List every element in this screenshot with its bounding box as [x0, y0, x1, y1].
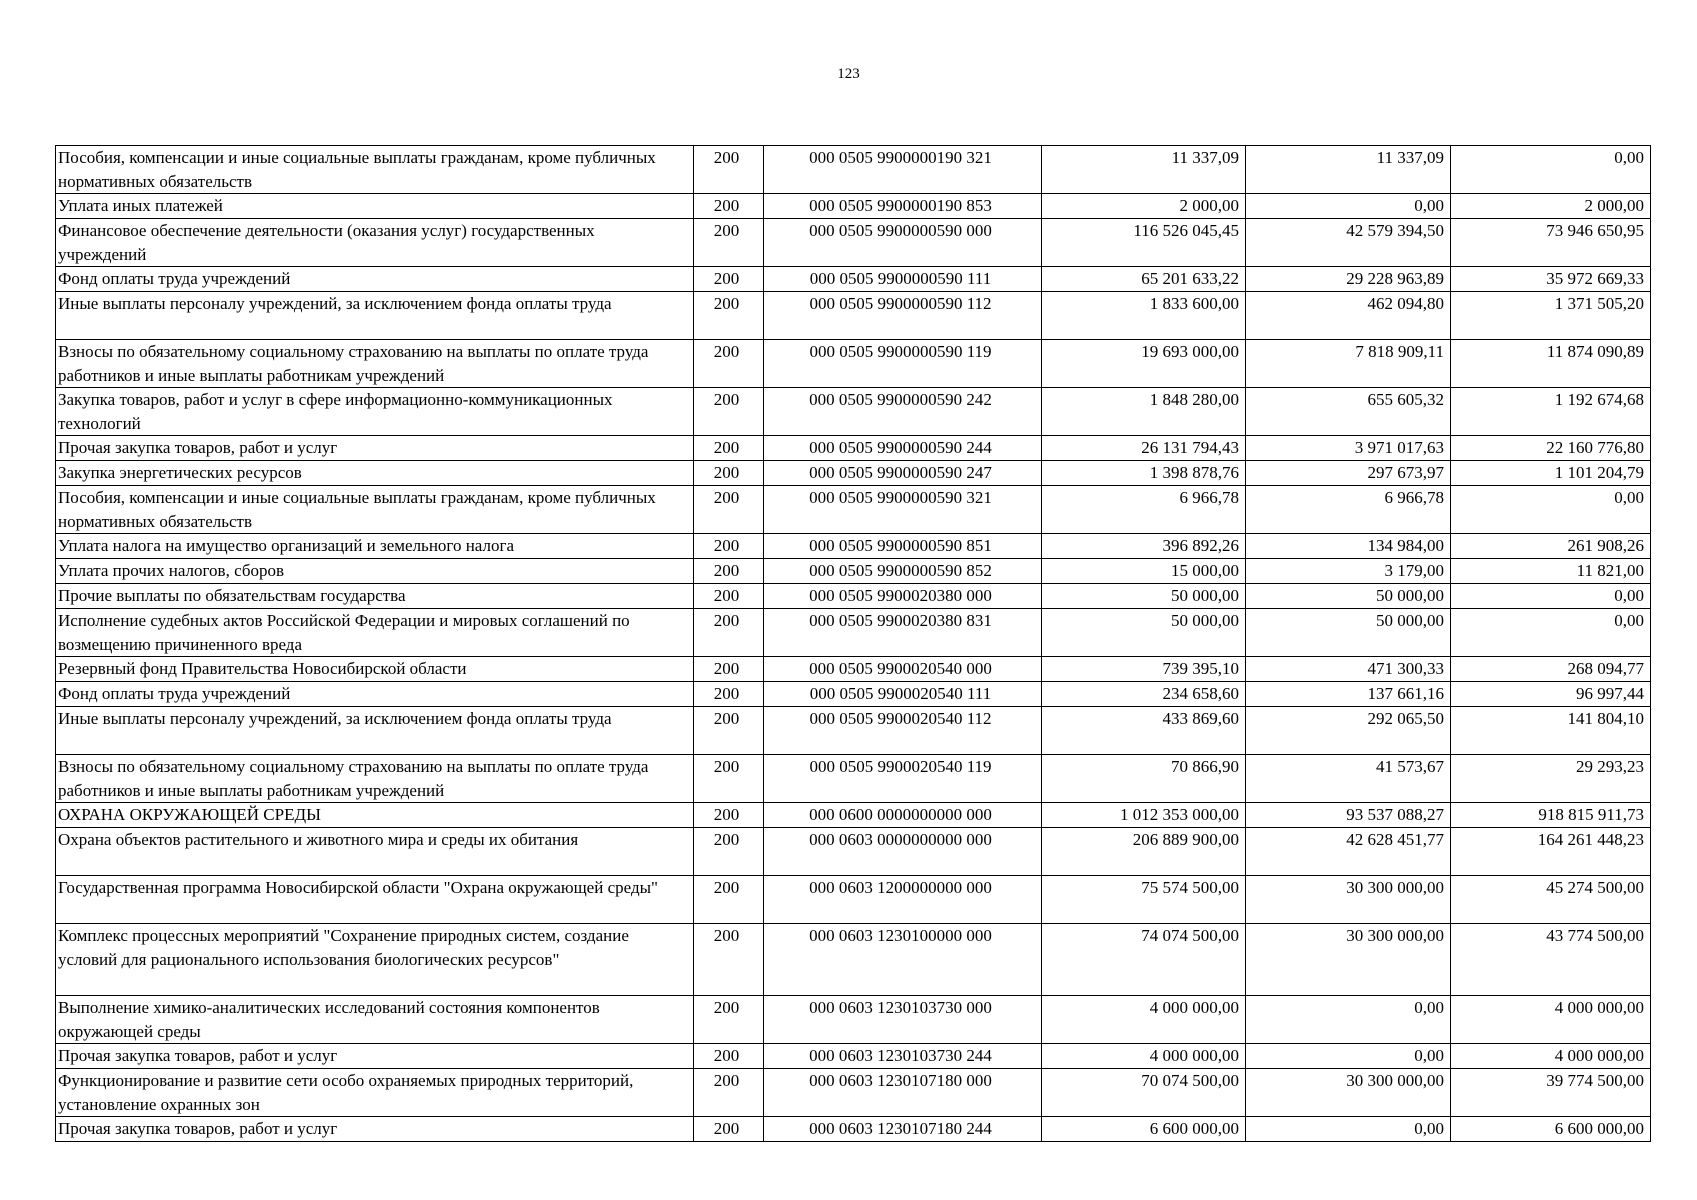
- row-line-code: 200: [694, 803, 764, 828]
- row-budget-classification-code: 000 0505 9900000590 244: [764, 436, 1042, 461]
- row-executed-amount: 297 673,97: [1246, 461, 1451, 486]
- row-approved-amount: 11 337,09: [1042, 146, 1246, 194]
- row-unexecuted-amount: 43 774 500,00: [1451, 924, 1651, 996]
- row-unexecuted-amount: 73 946 650,95: [1451, 219, 1651, 267]
- row-description: Исполнение судебных актов Российской Федерации и мировых соглашений по возмещению причиненного вреда: [56, 609, 694, 657]
- row-executed-amount: 0,00: [1246, 1117, 1451, 1142]
- row-line-code: 200: [694, 1044, 764, 1069]
- row-executed-amount: 0,00: [1246, 1044, 1451, 1069]
- row-approved-amount: 1 398 878,76: [1042, 461, 1246, 486]
- page-number: 123: [837, 66, 860, 82]
- table-row: [56, 996, 1651, 1044]
- row-line-code: 200: [694, 534, 764, 559]
- row-description: Закупка энергетических ресурсов: [56, 461, 694, 486]
- row-description: Функционирование и развитие сети особо охраняемых природных территорий, установление охранных зон: [56, 1069, 694, 1117]
- row-description: Прочая закупка товаров, работ и услуг: [56, 436, 694, 461]
- row-executed-amount: 137 661,16: [1246, 682, 1451, 707]
- row-budget-classification-code: 000 0505 9900000590 119: [764, 340, 1042, 388]
- row-unexecuted-amount: 35 972 669,33: [1451, 267, 1651, 292]
- row-line-code: 200: [694, 707, 764, 755]
- row-line-code: 200: [694, 194, 764, 219]
- row-unexecuted-amount: 164 261 448,23: [1451, 828, 1651, 876]
- table-row: [56, 803, 1651, 828]
- row-budget-classification-code: 000 0603 1200000000 000: [764, 876, 1042, 924]
- row-description: Прочая закупка товаров, работ и услуг: [56, 1117, 694, 1142]
- budget-execution-table: [55, 145, 1651, 1142]
- row-unexecuted-amount: 918 815 911,73: [1451, 803, 1651, 828]
- row-executed-amount: 50 000,00: [1246, 584, 1451, 609]
- row-approved-amount: 4 000 000,00: [1042, 1044, 1246, 1069]
- row-unexecuted-amount: 22 160 776,80: [1451, 436, 1651, 461]
- table-row: [56, 1117, 1651, 1142]
- row-line-code: 200: [694, 559, 764, 584]
- row-executed-amount: 655 605,32: [1246, 388, 1451, 436]
- row-budget-classification-code: 000 0505 9900020540 111: [764, 682, 1042, 707]
- row-description: Иные выплаты персоналу учреждений, за исключением фонда оплаты труда: [56, 707, 694, 755]
- row-budget-classification-code: 000 0505 9900000590 111: [764, 267, 1042, 292]
- row-budget-classification-code: 000 0505 9900000590 247: [764, 461, 1042, 486]
- row-budget-classification-code: 000 0603 1230103730 244: [764, 1044, 1042, 1069]
- row-unexecuted-amount: 0,00: [1451, 609, 1651, 657]
- row-description: Фонд оплаты труда учреждений: [56, 267, 694, 292]
- row-approved-amount: 396 892,26: [1042, 534, 1246, 559]
- row-approved-amount: 2 000,00: [1042, 194, 1246, 219]
- row-unexecuted-amount: 45 274 500,00: [1451, 876, 1651, 924]
- row-budget-classification-code: 000 0505 9900000590 852: [764, 559, 1042, 584]
- row-budget-classification-code: 000 0505 9900000190 321: [764, 146, 1042, 194]
- row-approved-amount: 19 693 000,00: [1042, 340, 1246, 388]
- row-line-code: 200: [694, 755, 764, 803]
- row-budget-classification-code: 000 0505 9900000590 851: [764, 534, 1042, 559]
- table-row: [56, 657, 1651, 682]
- row-description: Пособия, компенсации и иные социальные выплаты гражданам, кроме публичных нормативных обязательств: [56, 146, 694, 194]
- row-description: Фонд оплаты труда учреждений: [56, 682, 694, 707]
- row-line-code: 200: [694, 267, 764, 292]
- row-approved-amount: 739 395,10: [1042, 657, 1246, 682]
- row-line-code: 200: [694, 340, 764, 388]
- row-executed-amount: 93 537 088,27: [1246, 803, 1451, 828]
- row-approved-amount: 1 848 280,00: [1042, 388, 1246, 436]
- row-description: Государственная программа Новосибирской области "Охрана окружающей среды": [56, 876, 694, 924]
- row-budget-classification-code: 000 0505 9900020380 831: [764, 609, 1042, 657]
- row-approved-amount: 65 201 633,22: [1042, 267, 1246, 292]
- row-budget-classification-code: 000 0505 9900000590 242: [764, 388, 1042, 436]
- row-line-code: 200: [694, 828, 764, 876]
- row-line-code: 200: [694, 1069, 764, 1117]
- row-budget-classification-code: 000 0603 1230100000 000: [764, 924, 1042, 996]
- row-unexecuted-amount: 39 774 500,00: [1451, 1069, 1651, 1117]
- row-budget-classification-code: 000 0603 1230107180 000: [764, 1069, 1042, 1117]
- table-row: [56, 219, 1651, 267]
- row-executed-amount: 3 971 017,63: [1246, 436, 1451, 461]
- table-row: [56, 876, 1651, 924]
- row-description: Выполнение химико-аналитических исследований состояния компонентов окружающей среды: [56, 996, 694, 1044]
- row-line-code: 200: [694, 219, 764, 267]
- row-unexecuted-amount: 1 371 505,20: [1451, 292, 1651, 340]
- row-executed-amount: 134 984,00: [1246, 534, 1451, 559]
- row-approved-amount: 4 000 000,00: [1042, 996, 1246, 1044]
- table-row: [56, 609, 1651, 657]
- row-budget-classification-code: 000 0603 0000000000 000: [764, 828, 1042, 876]
- table-row: [56, 388, 1651, 436]
- row-executed-amount: 50 000,00: [1246, 609, 1451, 657]
- row-approved-amount: 234 658,60: [1042, 682, 1246, 707]
- row-line-code: 200: [694, 657, 764, 682]
- row-line-code: 200: [694, 996, 764, 1044]
- row-executed-amount: 462 094,80: [1246, 292, 1451, 340]
- row-executed-amount: 6 966,78: [1246, 486, 1451, 534]
- row-executed-amount: 3 179,00: [1246, 559, 1451, 584]
- table-row: [56, 340, 1651, 388]
- row-executed-amount: 41 573,67: [1246, 755, 1451, 803]
- row-description: Уплата иных платежей: [56, 194, 694, 219]
- table-row: [56, 584, 1651, 609]
- row-budget-classification-code: 000 0505 9900000590 000: [764, 219, 1042, 267]
- row-unexecuted-amount: 6 600 000,00: [1451, 1117, 1651, 1142]
- row-description: Резервный фонд Правительства Новосибирской области: [56, 657, 694, 682]
- table-row: [56, 486, 1651, 534]
- row-executed-amount: 30 300 000,00: [1246, 924, 1451, 996]
- row-unexecuted-amount: 1 192 674,68: [1451, 388, 1651, 436]
- table-row: [56, 194, 1651, 219]
- row-unexecuted-amount: 4 000 000,00: [1451, 1044, 1651, 1069]
- row-description: Прочая закупка товаров, работ и услуг: [56, 1044, 694, 1069]
- row-approved-amount: 1 012 353 000,00: [1042, 803, 1246, 828]
- table-row: [56, 924, 1651, 996]
- row-approved-amount: 75 574 500,00: [1042, 876, 1246, 924]
- row-budget-classification-code: 000 0600 0000000000 000: [764, 803, 1042, 828]
- row-approved-amount: 70 866,90: [1042, 755, 1246, 803]
- row-budget-classification-code: 000 0603 1230103730 000: [764, 996, 1042, 1044]
- row-description: Финансовое обеспечение деятельности (оказания услуг) государственных учреждений: [56, 219, 694, 267]
- row-unexecuted-amount: 1 101 204,79: [1451, 461, 1651, 486]
- row-unexecuted-amount: 261 908,26: [1451, 534, 1651, 559]
- row-approved-amount: 50 000,00: [1042, 609, 1246, 657]
- row-budget-classification-code: 000 0505 9900000590 112: [764, 292, 1042, 340]
- row-description: Пособия, компенсации и иные социальные выплаты гражданам, кроме публичных нормативных обязательств: [56, 486, 694, 534]
- row-description: Взносы по обязательному социальному страхованию на выплаты по оплате труда работников и иные выплаты работникам учреждений: [56, 340, 694, 388]
- row-executed-amount: 292 065,50: [1246, 707, 1451, 755]
- row-line-code: 200: [694, 876, 764, 924]
- row-approved-amount: 70 074 500,00: [1042, 1069, 1246, 1117]
- row-executed-amount: 7 818 909,11: [1246, 340, 1451, 388]
- row-executed-amount: 30 300 000,00: [1246, 876, 1451, 924]
- row-executed-amount: 0,00: [1246, 996, 1451, 1044]
- row-line-code: 200: [694, 146, 764, 194]
- row-executed-amount: 42 579 394,50: [1246, 219, 1451, 267]
- row-approved-amount: 74 074 500,00: [1042, 924, 1246, 996]
- row-description: ОХРАНА ОКРУЖАЮЩЕЙ СРЕДЫ: [56, 803, 694, 828]
- row-approved-amount: 6 966,78: [1042, 486, 1246, 534]
- row-unexecuted-amount: 11 874 090,89: [1451, 340, 1651, 388]
- row-line-code: 200: [694, 924, 764, 996]
- row-executed-amount: 471 300,33: [1246, 657, 1451, 682]
- table-row: [56, 682, 1651, 707]
- row-budget-classification-code: 000 0505 9900020380 000: [764, 584, 1042, 609]
- table-row: [56, 534, 1651, 559]
- row-line-code: 200: [694, 609, 764, 657]
- row-budget-classification-code: 000 0505 9900020540 119: [764, 755, 1042, 803]
- row-executed-amount: 29 228 963,89: [1246, 267, 1451, 292]
- row-budget-classification-code: 000 0505 9900020540 112: [764, 707, 1042, 755]
- row-unexecuted-amount: 96 997,44: [1451, 682, 1651, 707]
- row-approved-amount: 433 869,60: [1042, 707, 1246, 755]
- row-unexecuted-amount: 0,00: [1451, 486, 1651, 534]
- row-unexecuted-amount: 0,00: [1451, 146, 1651, 194]
- table-row: [56, 707, 1651, 755]
- row-description: Комплекс процессных мероприятий "Сохранение природных систем, создание условий для рационального использования биологических ресурсов": [56, 924, 694, 996]
- row-line-code: 200: [694, 1117, 764, 1142]
- table-row: [56, 292, 1651, 340]
- row-approved-amount: 50 000,00: [1042, 584, 1246, 609]
- row-unexecuted-amount: 0,00: [1451, 584, 1651, 609]
- table-row: [56, 267, 1651, 292]
- table-row: [56, 755, 1651, 803]
- row-unexecuted-amount: 29 293,23: [1451, 755, 1651, 803]
- row-description: Закупка товаров, работ и услуг в сфере информационно-коммуникационных технологий: [56, 388, 694, 436]
- table-row: [56, 559, 1651, 584]
- row-executed-amount: 0,00: [1246, 194, 1451, 219]
- table-row: [56, 436, 1651, 461]
- row-line-code: 200: [694, 486, 764, 534]
- table-row: [56, 1044, 1651, 1069]
- table-row: [56, 1069, 1651, 1117]
- row-unexecuted-amount: 4 000 000,00: [1451, 996, 1651, 1044]
- row-line-code: 200: [694, 584, 764, 609]
- row-unexecuted-amount: 268 094,77: [1451, 657, 1651, 682]
- row-description: Охрана объектов растительного и животного мира и среды их обитания: [56, 828, 694, 876]
- row-executed-amount: 42 628 451,77: [1246, 828, 1451, 876]
- row-description: Уплата прочих налогов, сборов: [56, 559, 694, 584]
- row-unexecuted-amount: 141 804,10: [1451, 707, 1651, 755]
- row-executed-amount: 11 337,09: [1246, 146, 1451, 194]
- row-description: Взносы по обязательному социальному страхованию на выплаты по оплате труда работников и иные выплаты работникам учреждений: [56, 755, 694, 803]
- row-approved-amount: 15 000,00: [1042, 559, 1246, 584]
- row-line-code: 200: [694, 388, 764, 436]
- row-budget-classification-code: 000 0603 1230107180 244: [764, 1117, 1042, 1142]
- row-line-code: 200: [694, 682, 764, 707]
- row-description: Уплата налога на имущество организаций и земельного налога: [56, 534, 694, 559]
- row-line-code: 200: [694, 292, 764, 340]
- table-row: [56, 146, 1651, 194]
- table-body: [56, 146, 1651, 1142]
- row-unexecuted-amount: 2 000,00: [1451, 194, 1651, 219]
- row-description: Прочие выплаты по обязательствам государства: [56, 584, 694, 609]
- row-approved-amount: 206 889 900,00: [1042, 828, 1246, 876]
- row-unexecuted-amount: 11 821,00: [1451, 559, 1651, 584]
- row-line-code: 200: [694, 436, 764, 461]
- table-row: [56, 828, 1651, 876]
- row-budget-classification-code: 000 0505 9900000190 853: [764, 194, 1042, 219]
- row-line-code: 200: [694, 461, 764, 486]
- row-budget-classification-code: 000 0505 9900020540 000: [764, 657, 1042, 682]
- row-budget-classification-code: 000 0505 9900000590 321: [764, 486, 1042, 534]
- row-approved-amount: 1 833 600,00: [1042, 292, 1246, 340]
- row-approved-amount: 116 526 045,45: [1042, 219, 1246, 267]
- row-approved-amount: 26 131 794,43: [1042, 436, 1246, 461]
- row-approved-amount: 6 600 000,00: [1042, 1117, 1246, 1142]
- row-description: Иные выплаты персоналу учреждений, за исключением фонда оплаты труда: [56, 292, 694, 340]
- table-row: [56, 461, 1651, 486]
- row-executed-amount: 30 300 000,00: [1246, 1069, 1451, 1117]
